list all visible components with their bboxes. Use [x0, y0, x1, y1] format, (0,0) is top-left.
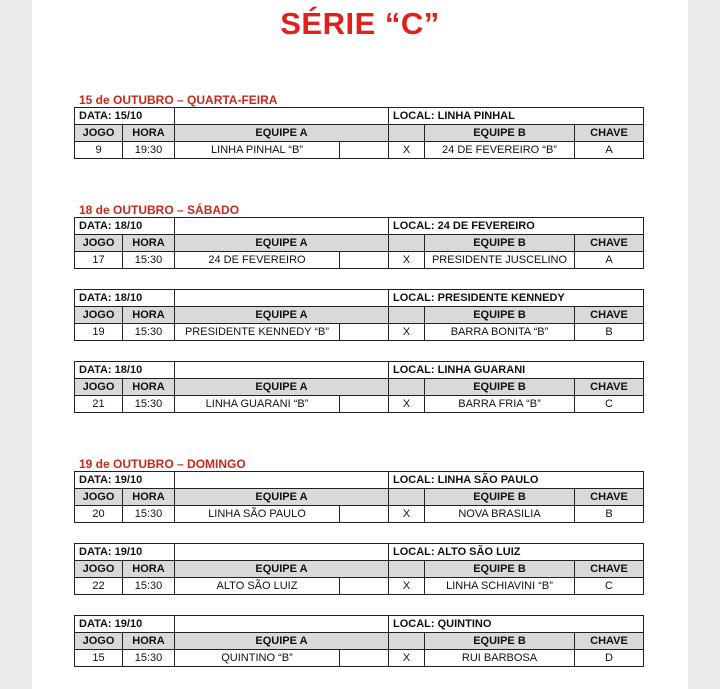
spacer-cell: [175, 472, 389, 489]
header-chave: CHAVE: [575, 489, 644, 506]
team-b: BARRA FRIA “B”: [425, 396, 575, 413]
header-jogo: JOGO: [75, 561, 123, 578]
team-a: LINHA PINHAL “B”: [175, 142, 340, 159]
header-equipe-b: EQUIPE B: [425, 379, 575, 396]
local-cell: LOCAL: PRESIDENTE KENNEDY: [389, 290, 644, 307]
header-jogo: JOGO: [75, 125, 123, 142]
spacer-cell: [175, 362, 389, 379]
header-chave: CHAVE: [575, 379, 644, 396]
header-spacer: [389, 235, 425, 252]
header-chave: CHAVE: [575, 633, 644, 650]
score-a: [340, 324, 389, 341]
date-cell: DATA: 18/10: [75, 362, 175, 379]
spacer-cell: [175, 218, 389, 235]
header-equipe-b: EQUIPE B: [425, 633, 575, 650]
versus-mark: X: [389, 506, 425, 523]
header-hora: HORA: [123, 561, 175, 578]
game-table: [74, 361, 644, 413]
score-a: [340, 650, 389, 667]
score-a: [340, 506, 389, 523]
local-cell: LOCAL: 24 DE FEVEREIRO: [389, 218, 644, 235]
header-hora: HORA: [123, 235, 175, 252]
header-equipe-a: EQUIPE A: [175, 235, 389, 252]
versus-mark: X: [389, 578, 425, 595]
header-equipe-b: EQUIPE B: [425, 235, 575, 252]
team-a: ALTO SÃO LUIZ: [175, 578, 340, 595]
header-jogo: JOGO: [75, 235, 123, 252]
game-number: 22: [75, 578, 123, 595]
header-spacer: [389, 379, 425, 396]
header-equipe-b: EQUIPE B: [425, 561, 575, 578]
header-spacer: [389, 125, 425, 142]
group-key: D: [575, 650, 644, 667]
date-cell: DATA: 18/10: [75, 218, 175, 235]
versus-mark: X: [389, 142, 425, 159]
header-chave: CHAVE: [575, 125, 644, 142]
game-table: [74, 107, 644, 159]
header-equipe-a: EQUIPE A: [175, 633, 389, 650]
game-number: 19: [75, 324, 123, 341]
page-title: SÉRIE “C”: [280, 6, 440, 41]
header-jogo: JOGO: [75, 489, 123, 506]
group-key: C: [575, 396, 644, 413]
day-heading: 18 de OUTUBRO – SÁBADO: [79, 203, 240, 217]
header-equipe-b: EQUIPE B: [425, 125, 575, 142]
header-equipe-a: EQUIPE A: [175, 379, 389, 396]
group-key: A: [575, 142, 644, 159]
spacer-cell: [175, 616, 389, 633]
header-hora: HORA: [123, 307, 175, 324]
versus-mark: X: [389, 396, 425, 413]
date-cell: DATA: 18/10: [75, 290, 175, 307]
game-time: 15:30: [123, 506, 175, 523]
header-spacer: [389, 561, 425, 578]
header-equipe-b: EQUIPE B: [425, 307, 575, 324]
game-table: [74, 471, 644, 523]
game-table: [74, 615, 644, 667]
header-chave: CHAVE: [575, 307, 644, 324]
header-jogo: JOGO: [75, 379, 123, 396]
team-a: 24 DE FEVEREIRO: [175, 252, 340, 269]
date-cell: DATA: 19/10: [75, 616, 175, 633]
header-chave: CHAVE: [575, 235, 644, 252]
versus-mark: X: [389, 650, 425, 667]
spacer-cell: [175, 108, 389, 125]
game-time: 15:30: [123, 324, 175, 341]
day-heading: 15 de OUTUBRO – QUARTA-FEIRA: [79, 93, 278, 107]
game-time: 15:30: [123, 650, 175, 667]
team-b: BARRA BONITA “B”: [425, 324, 575, 341]
team-b: PRESIDENTE JUSCELINO: [425, 252, 575, 269]
header-hora: HORA: [123, 379, 175, 396]
date-cell: DATA: 19/10: [75, 544, 175, 561]
game-number: 20: [75, 506, 123, 523]
header-chave: CHAVE: [575, 561, 644, 578]
group-key: B: [575, 324, 644, 341]
header-spacer: [389, 489, 425, 506]
header-hora: HORA: [123, 489, 175, 506]
header-equipe-a: EQUIPE A: [175, 307, 389, 324]
date-cell: DATA: 15/10: [75, 108, 175, 125]
header-spacer: [389, 633, 425, 650]
score-a: [340, 396, 389, 413]
team-b: RUI BARBOSA: [425, 650, 575, 667]
team-a: PRESIDENTE KENNEDY “B”: [175, 324, 340, 341]
game-number: 9: [75, 142, 123, 159]
game-table: [74, 217, 644, 269]
score-a: [340, 252, 389, 269]
game-number: 17: [75, 252, 123, 269]
header-jogo: JOGO: [75, 307, 123, 324]
game-number: 21: [75, 396, 123, 413]
local-cell: LOCAL: LINHA PINHAL: [389, 108, 644, 125]
score-a: [340, 142, 389, 159]
team-a: QUINTINO “B”: [175, 650, 340, 667]
local-cell: LOCAL: LINHA SÃO PAULO: [389, 472, 644, 489]
versus-mark: X: [389, 252, 425, 269]
team-a: LINHA GUARANI “B”: [175, 396, 340, 413]
game-table: [74, 543, 644, 595]
game-time: 19:30: [123, 142, 175, 159]
game-time: 15:30: [123, 578, 175, 595]
header-hora: HORA: [123, 633, 175, 650]
header-jogo: JOGO: [75, 633, 123, 650]
group-key: B: [575, 506, 644, 523]
team-b: NOVA BRASILIA: [425, 506, 575, 523]
game-number: 15: [75, 650, 123, 667]
local-cell: LOCAL: QUINTINO: [389, 616, 644, 633]
game-time: 15:30: [123, 396, 175, 413]
day-heading: 19 de OUTUBRO – DOMINGO: [79, 457, 246, 471]
score-a: [340, 578, 389, 595]
header-hora: HORA: [123, 125, 175, 142]
header-equipe-a: EQUIPE A: [175, 125, 389, 142]
versus-mark: X: [389, 324, 425, 341]
header-equipe-a: EQUIPE A: [175, 561, 389, 578]
spacer-cell: [175, 290, 389, 307]
header-equipe-b: EQUIPE B: [425, 489, 575, 506]
header-equipe-a: EQUIPE A: [175, 489, 389, 506]
team-b: LINHA SCHIAVINI “B”: [425, 578, 575, 595]
group-key: C: [575, 578, 644, 595]
game-time: 15:30: [123, 252, 175, 269]
date-cell: DATA: 19/10: [75, 472, 175, 489]
team-a: LINHA SÃO PAULO: [175, 506, 340, 523]
group-key: A: [575, 252, 644, 269]
spacer-cell: [175, 544, 389, 561]
game-table: [74, 289, 644, 341]
team-b: 24 DE FEVEREIRO “B”: [425, 142, 575, 159]
local-cell: LOCAL: LINHA GUARANI: [389, 362, 644, 379]
header-spacer: [389, 307, 425, 324]
local-cell: LOCAL: ALTO SÃO LUIZ: [389, 544, 644, 561]
